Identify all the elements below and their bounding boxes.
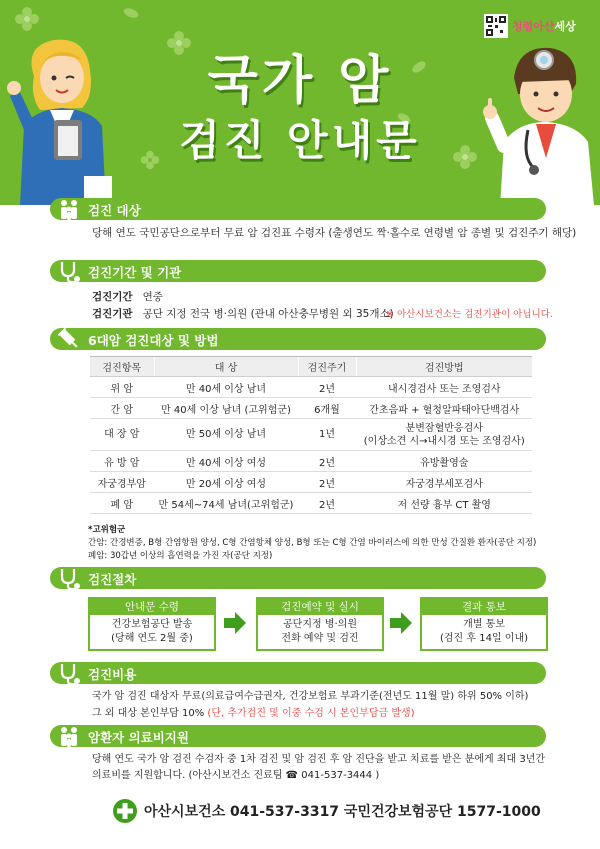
procedure-step-2 xyxy=(256,597,384,651)
table-cell: 1년 xyxy=(298,419,356,451)
section-procedure-header: 검진절차 xyxy=(50,567,546,589)
step-body: 공단지정 병·의원 전화 예약 및 검진 xyxy=(281,619,359,644)
section-support-header: 암환자 의료비지원 xyxy=(50,725,546,747)
table-header-cell: 대 상 xyxy=(154,357,298,377)
arrow-right-icon xyxy=(388,610,414,636)
table-cell: 2년 xyxy=(298,493,356,514)
table-cell: 만 40세 이상 남녀 (고위험군) xyxy=(154,398,298,419)
stethoscope-icon xyxy=(56,660,82,686)
table-cell: 자궁경부세포검사 xyxy=(356,472,532,493)
family-icon xyxy=(56,196,82,222)
step-title: 검진예약 및 실시 xyxy=(258,599,382,615)
table-cell: 2년 xyxy=(298,451,356,472)
table-header-row xyxy=(90,357,532,377)
table-cell: 2년 xyxy=(298,472,356,493)
table-cell: 만 40세 이상 남녀 xyxy=(154,377,298,398)
table-cell: 자궁경부암 xyxy=(90,472,154,493)
section-six-cancer-header: 6대암 검진대상 및 방법 xyxy=(50,328,546,350)
leaf-icon xyxy=(122,4,140,22)
table-cell: 만 54세~74세 남녀(고위험군) xyxy=(154,493,298,514)
high-risk-notes xyxy=(88,524,536,563)
support-line-1: 당해 연도 국가 암 검진 수검자 중 1차 검진 및 암 검진 후 암 진단을 받고 치료를 받은 분에게 최대 3년간 xyxy=(92,754,546,765)
table-header-cell: 검진주기 xyxy=(298,357,356,377)
table-row xyxy=(90,472,532,493)
method-line: (이상소견 시→내시경 또는 조영검사) xyxy=(363,435,525,447)
period-row: 검진기간 연중 xyxy=(92,291,163,303)
poster-title-line1: 국가 암 xyxy=(207,51,393,111)
health-center-logo-icon xyxy=(112,798,138,824)
cancer-screening-table xyxy=(90,356,532,514)
table-row xyxy=(90,398,532,419)
step-body: 건강보험공단 발송 (당해 연도 2월 중) xyxy=(111,619,193,644)
table-header-cell: 검진방법 xyxy=(356,357,532,377)
step-title: 안내문 수령 xyxy=(90,599,214,615)
syringe-icon xyxy=(56,326,82,352)
table-cell: 저 선량 흉부 CT 촬영 xyxy=(356,493,532,514)
table-cell: 간 암 xyxy=(90,398,154,419)
note-title: *고위험군 xyxy=(88,525,126,535)
table-header-cell: 검진항목 xyxy=(90,357,154,377)
table-cell: 폐 암 xyxy=(90,493,154,514)
table-cell: 2년 xyxy=(298,377,356,398)
family-icon xyxy=(56,723,82,749)
section-period-header: 검진기간 및 기관 xyxy=(50,260,546,282)
table-row xyxy=(90,377,532,398)
procedure-step-3 xyxy=(420,597,548,651)
table-cell: 간초음파 + 혈청알파태아단백검사 xyxy=(356,398,532,419)
poster-footer xyxy=(0,796,600,826)
procedure-step-1 xyxy=(88,597,216,651)
table-cell: 만 40세 이상 여성 xyxy=(154,451,298,472)
table-row xyxy=(90,493,532,514)
target-description: 당해 연도 국민공단으로부터 무료 암 검진표 수령자 (출생연도 짝·홀수로 연령별 암 종별 및 검진주기 해당) xyxy=(92,227,577,239)
section-cost-header: 검진비용 xyxy=(50,662,546,684)
stethoscope-icon xyxy=(56,565,82,591)
table-row xyxy=(90,451,532,472)
org-notice: ※ 아산시보건소는 검진기관이 아닙니다. xyxy=(386,309,553,320)
table-cell: 내시경검사 또는 조영검사 xyxy=(356,377,532,398)
note-lung: 폐암: 30갑년 이상의 흡연력을 가진 자(공단 지정) xyxy=(88,551,273,561)
table-cell: 유방촬영술 xyxy=(356,451,532,472)
cost-line-1: 국가 암 검진 대상자 무료(의료급여수급권자, 건강보험료 부과기준(전년도 11월 말) 하위 50% 이하) xyxy=(92,691,529,702)
cost-line-2: 그 외 대상 본인부담 10% (단, 추가검진 및 이중 수검 시 본인부담금 발생) xyxy=(92,708,415,719)
stethoscope-icon xyxy=(56,258,82,284)
poster-title-line2: 검진 안내문 xyxy=(179,116,421,165)
table-cell: 대 장 암 xyxy=(90,419,154,451)
step-title: 결과 통보 xyxy=(422,599,546,615)
table-cell: 위 암 xyxy=(90,377,154,398)
table-cell: 유 방 암 xyxy=(90,451,154,472)
table-cell: 만 20세 이상 여성 xyxy=(154,472,298,493)
brand-logo: 청렴아산세상 xyxy=(512,20,576,33)
table-cell xyxy=(356,419,532,451)
table-row xyxy=(90,419,532,451)
arrow-right-icon xyxy=(222,610,248,636)
method-line: 분변잠혈반응검사 xyxy=(405,422,483,434)
table-cell: 만 50세 이상 남녀 xyxy=(154,419,298,451)
section-target-header: 검진 대상 xyxy=(50,198,546,220)
note-liver: 간암: 간경변증, B형 간염항원 양성, C형 간염항체 양성, B형 또는 C형 간염 바이러스에 의한 만성 간질환 환자(공단 지정) xyxy=(88,538,537,548)
footer-contact: 아산시보건소 041-537-3317 국민건강보험공단 1577-1000 xyxy=(144,804,541,820)
step-body: 개별 통보 (검진 후 14일 이내) xyxy=(439,619,529,644)
org-row: 검진기관 공단 지정 전국 병·의원 (관내 아산충무병원 외 35개소) xyxy=(92,308,394,320)
poster-header xyxy=(0,0,600,205)
support-line-2: 의료비를 지원합니다. (아산시보건소 진료팀 ☎ 041-537-3444 ) xyxy=(92,770,380,781)
table-cell: 6개월 xyxy=(298,398,356,419)
qr-code xyxy=(484,14,508,38)
